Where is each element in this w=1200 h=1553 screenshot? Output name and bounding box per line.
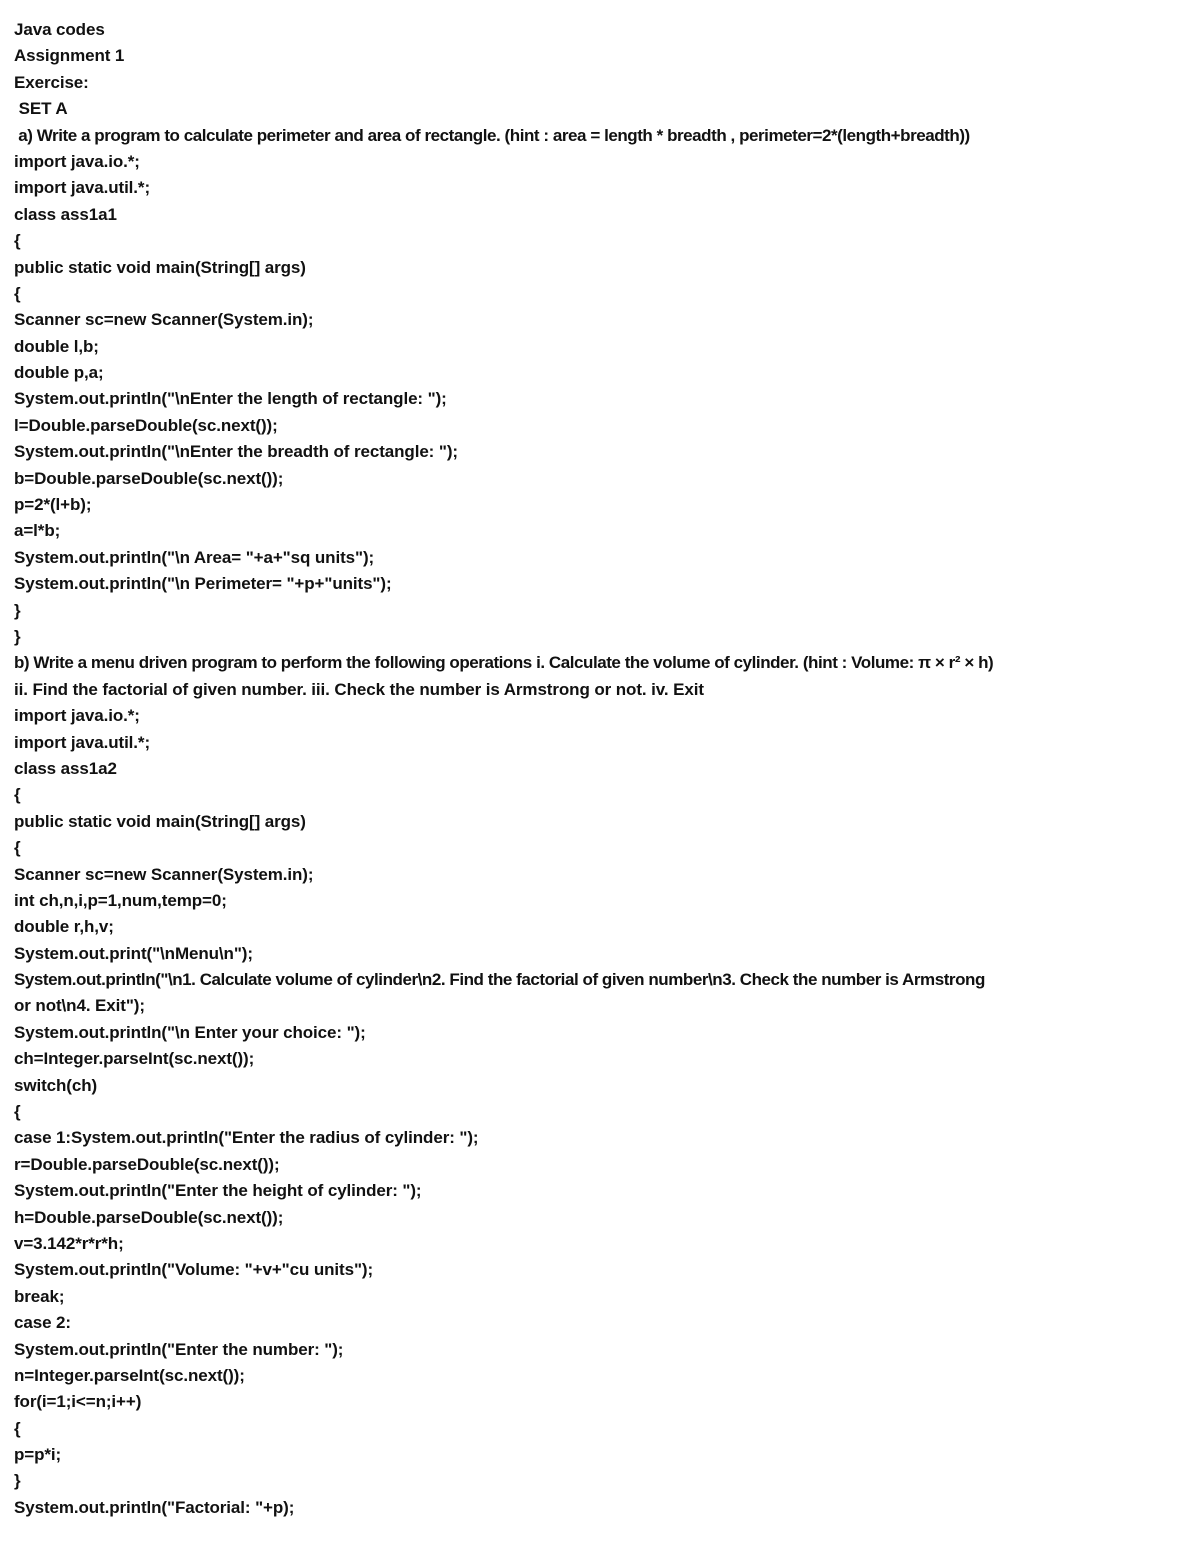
code-line: Scanner sc=new Scanner(System.in); xyxy=(14,310,314,330)
assignment-heading: Assignment 1 xyxy=(14,46,125,66)
code-line: case 2: xyxy=(14,1313,71,1333)
question-b: b) Write a menu driven program to perform the following operations i. Calculate the volume of cylinder. (hint : Volume: π × r² × h) xyxy=(14,653,994,673)
code-line: System.out.println("\n Perimeter= "+p+"units"); xyxy=(14,574,392,594)
code-line: import java.io.*; xyxy=(14,151,140,171)
code-line: System.out.println("\n Enter your choice: "); xyxy=(14,1022,366,1042)
code-line: class ass1a2 xyxy=(14,758,117,778)
code-line: a=l*b; xyxy=(14,521,61,541)
code-line: { xyxy=(14,283,21,303)
code-line: System.out.println("Factorial: "+p); xyxy=(14,1497,295,1517)
code-line: int ch,n,i,p=1,num,temp=0; xyxy=(14,890,227,910)
code-line: v=3.142*r*r*h; xyxy=(14,1233,124,1253)
code-line: or not\n4. Exit"); xyxy=(14,996,145,1016)
code-line: } xyxy=(14,600,21,620)
doc-title: Java codes xyxy=(14,20,105,39)
code-line: import java.util.*; xyxy=(14,178,151,198)
code-line: n=Integer.parseInt(sc.next()); xyxy=(14,1365,245,1385)
code-line: r=Double.parseDouble(sc.next()); xyxy=(14,1154,280,1174)
document-body xyxy=(14,17,1190,1521)
code-line: System.out.println("\n Area= "+a+"sq units"); xyxy=(14,547,375,567)
code-line: { xyxy=(14,838,21,858)
code-line: switch(ch) xyxy=(14,1075,98,1095)
code-line: { xyxy=(14,1102,21,1122)
code-line: public static void main(String[] args) xyxy=(14,811,306,831)
code-line: } xyxy=(14,1471,21,1491)
code-line: double l,b; xyxy=(14,336,99,356)
code-line: public static void main(String[] args) xyxy=(14,257,306,277)
code-line: p=p*i; xyxy=(14,1445,62,1465)
code-line: System.out.println("Enter the height of cylinder: "); xyxy=(14,1181,422,1201)
code-line: System.out.println("\nEnter the breadth of rectangle: "); xyxy=(14,442,458,462)
exercise-heading: Exercise: xyxy=(14,72,89,92)
code-line: System.out.println("Enter the number: "); xyxy=(14,1339,344,1359)
code-line: case 1:System.out.println("Enter the radius of cylinder: "); xyxy=(14,1128,479,1148)
code-line: System.out.print("\nMenu\n"); xyxy=(14,943,253,963)
code-line: { xyxy=(14,785,21,805)
code-line: double p,a; xyxy=(14,363,104,383)
set-heading: SET A xyxy=(14,99,68,119)
code-line: h=Double.parseDouble(sc.next()); xyxy=(14,1207,284,1227)
code-line: break; xyxy=(14,1286,65,1306)
code-line: class ass1a1 xyxy=(14,204,117,224)
code-line: l=Double.parseDouble(sc.next()); xyxy=(14,415,278,435)
code-line: } xyxy=(14,626,21,646)
code-line: Scanner sc=new Scanner(System.in); xyxy=(14,864,314,884)
code-line: System.out.println("\n1. Calculate volume of cylinder\n2. Find the factorial of given number\n3. Check the number is Armstrong xyxy=(14,970,985,990)
code-line: { xyxy=(14,231,21,251)
code-line: b=Double.parseDouble(sc.next()); xyxy=(14,468,284,488)
code-line: ch=Integer.parseInt(sc.next()); xyxy=(14,1049,255,1069)
question-b-continued: ii. Find the factorial of given number. iii. Check the number is Armstrong or not. iv. Exit xyxy=(14,679,704,699)
question-a: a) Write a program to calculate perimeter and area of rectangle. (hint : area = length * breadth , perimeter=2*(length+breadth)) xyxy=(14,125,970,145)
code-line: p=2*(l+b); xyxy=(14,495,92,515)
code-line: { xyxy=(14,1418,21,1438)
code-line: import java.io.*; xyxy=(14,706,140,726)
code-line: import java.util.*; xyxy=(14,732,151,752)
code-line: for(i=1;i<=n;i++) xyxy=(14,1392,142,1412)
code-line: System.out.println("\nEnter the length of rectangle: "); xyxy=(14,389,447,409)
code-line: double r,h,v; xyxy=(14,917,114,937)
code-line: System.out.println("Volume: "+v+"cu units"); xyxy=(14,1260,374,1280)
